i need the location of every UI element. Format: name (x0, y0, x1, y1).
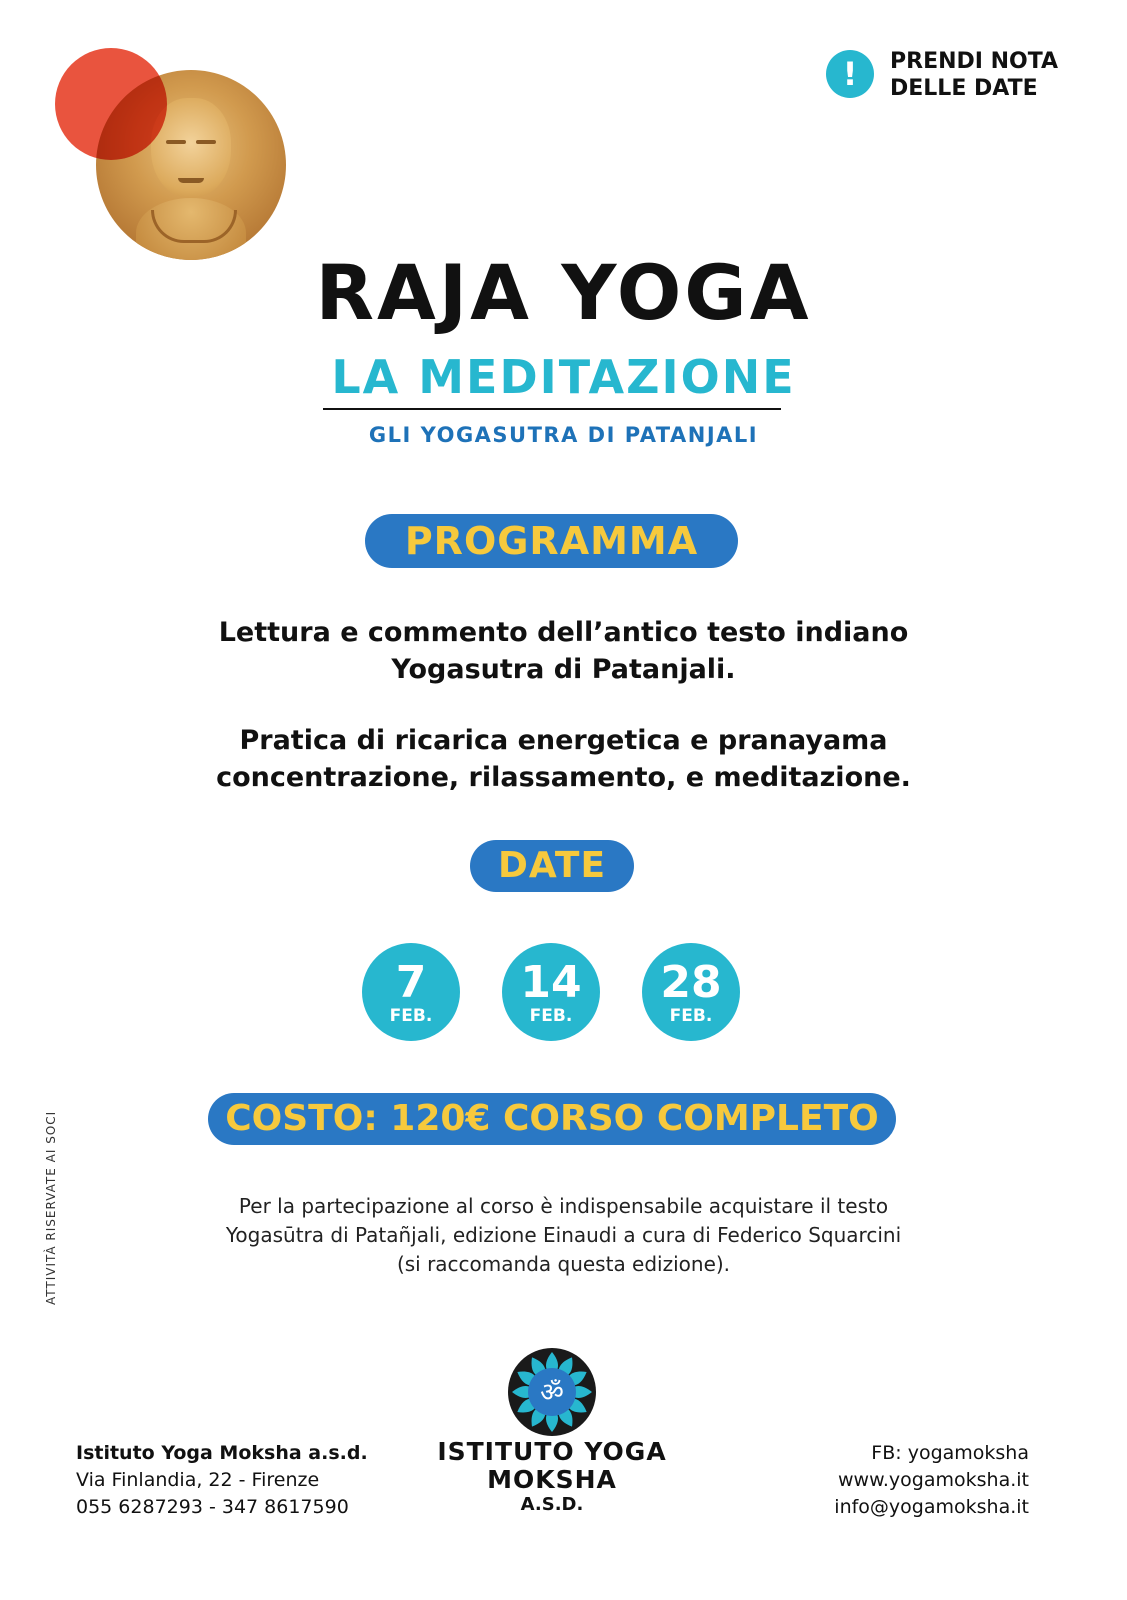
program-para2-line2: concentrazione, rilassamento, e meditazione. (216, 762, 911, 793)
program-para1-line1: Lettura e commento dell’antico testo indiano (218, 617, 909, 648)
org-name: Istituto Yoga Moksha a.s.d. (76, 1442, 368, 1464)
date-badge: DATE (470, 840, 634, 892)
logo-text (402, 1438, 702, 1516)
exclamation-icon: ! (826, 50, 874, 98)
logo-line-1: ISTITUTO YOGA (437, 1437, 667, 1466)
footer-address (76, 1440, 368, 1521)
date-month: FEB. (389, 1006, 433, 1026)
om-lotus-icon (506, 1346, 598, 1438)
members-only-note: ATTIVITÀ RISERVATE AI SOCI (44, 1110, 58, 1305)
website-link[interactable]: www.yogamoksha.it (838, 1469, 1029, 1491)
email-link[interactable]: info@yogamoksha.it (834, 1496, 1029, 1518)
cost-badge: COSTO: 120€ CORSO COMPLETO (208, 1093, 896, 1145)
program-paragraph-1 (0, 614, 1127, 688)
sub-subtitle: GLI YOGASUTRA DI PATANJALI (368, 423, 759, 447)
date-circle (502, 943, 600, 1041)
subtitle: LA MEDITAZIONE (331, 350, 796, 404)
note-text (890, 48, 1090, 102)
logo-line-3: A.S.D. (520, 1494, 584, 1515)
date-day: 28 (660, 957, 722, 1008)
program-paragraph-2 (0, 722, 1127, 796)
note-line-1: PRENDI NOTA (890, 49, 1059, 74)
logo-line-2: MOKSHA (487, 1465, 617, 1494)
programma-badge: PROGRAMMA (365, 514, 738, 568)
note-line-2: DELLE DATE (890, 76, 1038, 101)
decorative-red-circle (55, 48, 167, 160)
footer-contacts (834, 1440, 1029, 1521)
program-para1-line2: Yogasutra di Patanjali. (391, 654, 736, 685)
book-notice-line1: Per la partecipazione al corso è indispensabile acquistare il testo (238, 1194, 889, 1218)
svg-text:ॐ: ॐ (540, 1378, 564, 1408)
book-notice-line3: (si raccomanda questa edizione). (396, 1252, 731, 1276)
main-title: RAJA YOGA (315, 248, 812, 337)
date-circle (642, 943, 740, 1041)
date-month: FEB. (529, 1006, 573, 1026)
book-notice (0, 1192, 1127, 1279)
org-phones: 055 6287293 - 347 8617590 (76, 1496, 349, 1518)
program-para2-line1: Pratica di ricarica energetica e pranayama (239, 725, 888, 756)
subtitle-divider (323, 408, 781, 410)
date-month: FEB. (669, 1006, 713, 1026)
date-day: 14 (520, 957, 582, 1008)
facebook-handle: FB: yogamoksha (871, 1442, 1029, 1464)
date-circle (362, 943, 460, 1041)
date-day: 7 (395, 957, 427, 1008)
book-notice-line2: Yogasūtra di Patañjali, edizione Einaudi a cura di Federico Squarcini (225, 1223, 902, 1247)
org-address: Via Finlandia, 22 - Firenze (76, 1469, 320, 1491)
